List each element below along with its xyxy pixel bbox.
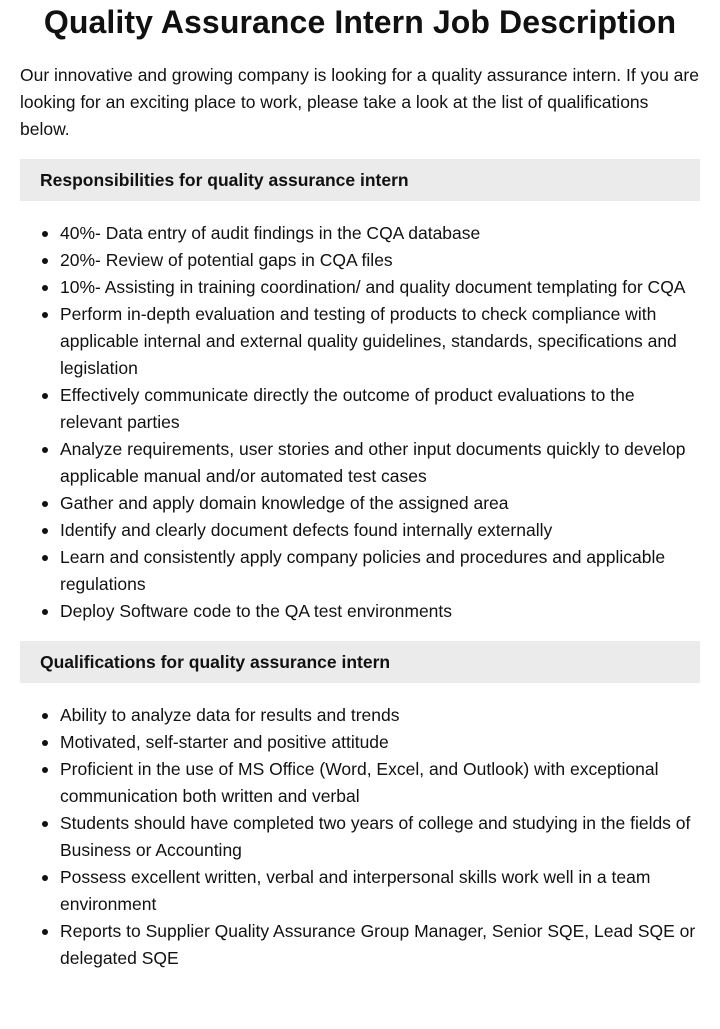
responsibility-item [20, 544, 700, 598]
qualifications-heading: Qualifications for quality assurance intern [20, 641, 700, 683]
bullet-icon [42, 231, 48, 237]
qualifications-list [20, 702, 700, 972]
qualification-text: Motivated, self-starter and positive attitude [60, 732, 389, 752]
bullet-icon [42, 740, 48, 746]
responsibility-item [20, 517, 700, 544]
page-title: Quality Assurance Intern Job Description [43, 4, 677, 40]
qualification-text: Proficient in the use of MS Office (Word, Excel, and Outlook) with exceptional communication both written and verbal [60, 759, 659, 806]
bullet-icon [42, 609, 48, 615]
responsibility-text: Analyze requirements, user stories and other input documents quickly to develop applicable manual and/or automated test cases [60, 439, 686, 486]
responsibility-text: 40%- Data entry of audit findings in the CQA database [60, 223, 481, 243]
qualification-item [20, 918, 700, 972]
bullet-icon [42, 555, 48, 561]
qualification-text: Students should have completed two years of college and studying in the fields of Business or Accounting [60, 813, 691, 860]
bullet-icon [42, 713, 48, 719]
responsibility-text: Identify and clearly document defects found internally externally [60, 520, 553, 540]
bullet-icon [42, 767, 48, 773]
responsibility-text: Gather and apply domain knowledge of the assigned area [60, 493, 509, 513]
bullet-icon [42, 447, 48, 453]
bullet-icon [42, 285, 48, 291]
bullet-icon [42, 393, 48, 399]
responsibility-text: 10%- Assisting in training coordination/ and quality document templating for CQA [60, 277, 686, 297]
responsibility-text: Perform in-depth evaluation and testing of products to check compliance with applicable internal and external quality guidelines, standards, specifications and legislation [60, 304, 677, 378]
intro-paragraph: Our innovative and growing company is looking for a quality assurance intern. If you are looking for an exciting place to work, please take a look at the list of qualifications below. [20, 65, 699, 139]
responsibility-text: Learn and consistently apply company policies and procedures and applicable regulations [60, 547, 666, 594]
qualification-item [20, 864, 700, 918]
responsibility-item [20, 247, 700, 274]
responsibilities-list [20, 220, 700, 625]
responsibility-text: Deploy Software code to the QA test environments [60, 601, 453, 621]
qualification-item [20, 756, 700, 810]
qualification-text: Ability to analyze data for results and trends [60, 705, 400, 725]
qualification-item [20, 810, 700, 864]
responsibility-item [20, 301, 700, 382]
responsibility-item [20, 598, 700, 625]
responsibility-text: 20%- Review of potential gaps in CQA files [60, 250, 393, 270]
responsibility-text: Effectively communicate directly the outcome of product evaluations to the relevant parties [60, 385, 635, 432]
bullet-icon [42, 528, 48, 534]
responsibility-item [20, 436, 700, 490]
bullet-icon [42, 501, 48, 507]
bullet-icon [42, 929, 48, 935]
responsibility-item [20, 490, 700, 517]
qualification-text: Possess excellent written, verbal and interpersonal skills work well in a team environment [60, 867, 651, 914]
bullet-icon [42, 312, 48, 318]
bullet-icon [42, 821, 48, 827]
responsibility-item [20, 220, 700, 247]
qualification-item [20, 729, 700, 756]
responsibility-item [20, 274, 700, 301]
responsibilities-heading: Responsibilities for quality assurance intern [20, 159, 700, 201]
responsibility-item [20, 382, 700, 436]
bullet-icon [42, 258, 48, 264]
bullet-icon [42, 875, 48, 881]
qualification-text: Reports to Supplier Quality Assurance Group Manager, Senior SQE, Lead SQE or delegated SQE [60, 921, 696, 968]
qualification-item [20, 702, 700, 729]
